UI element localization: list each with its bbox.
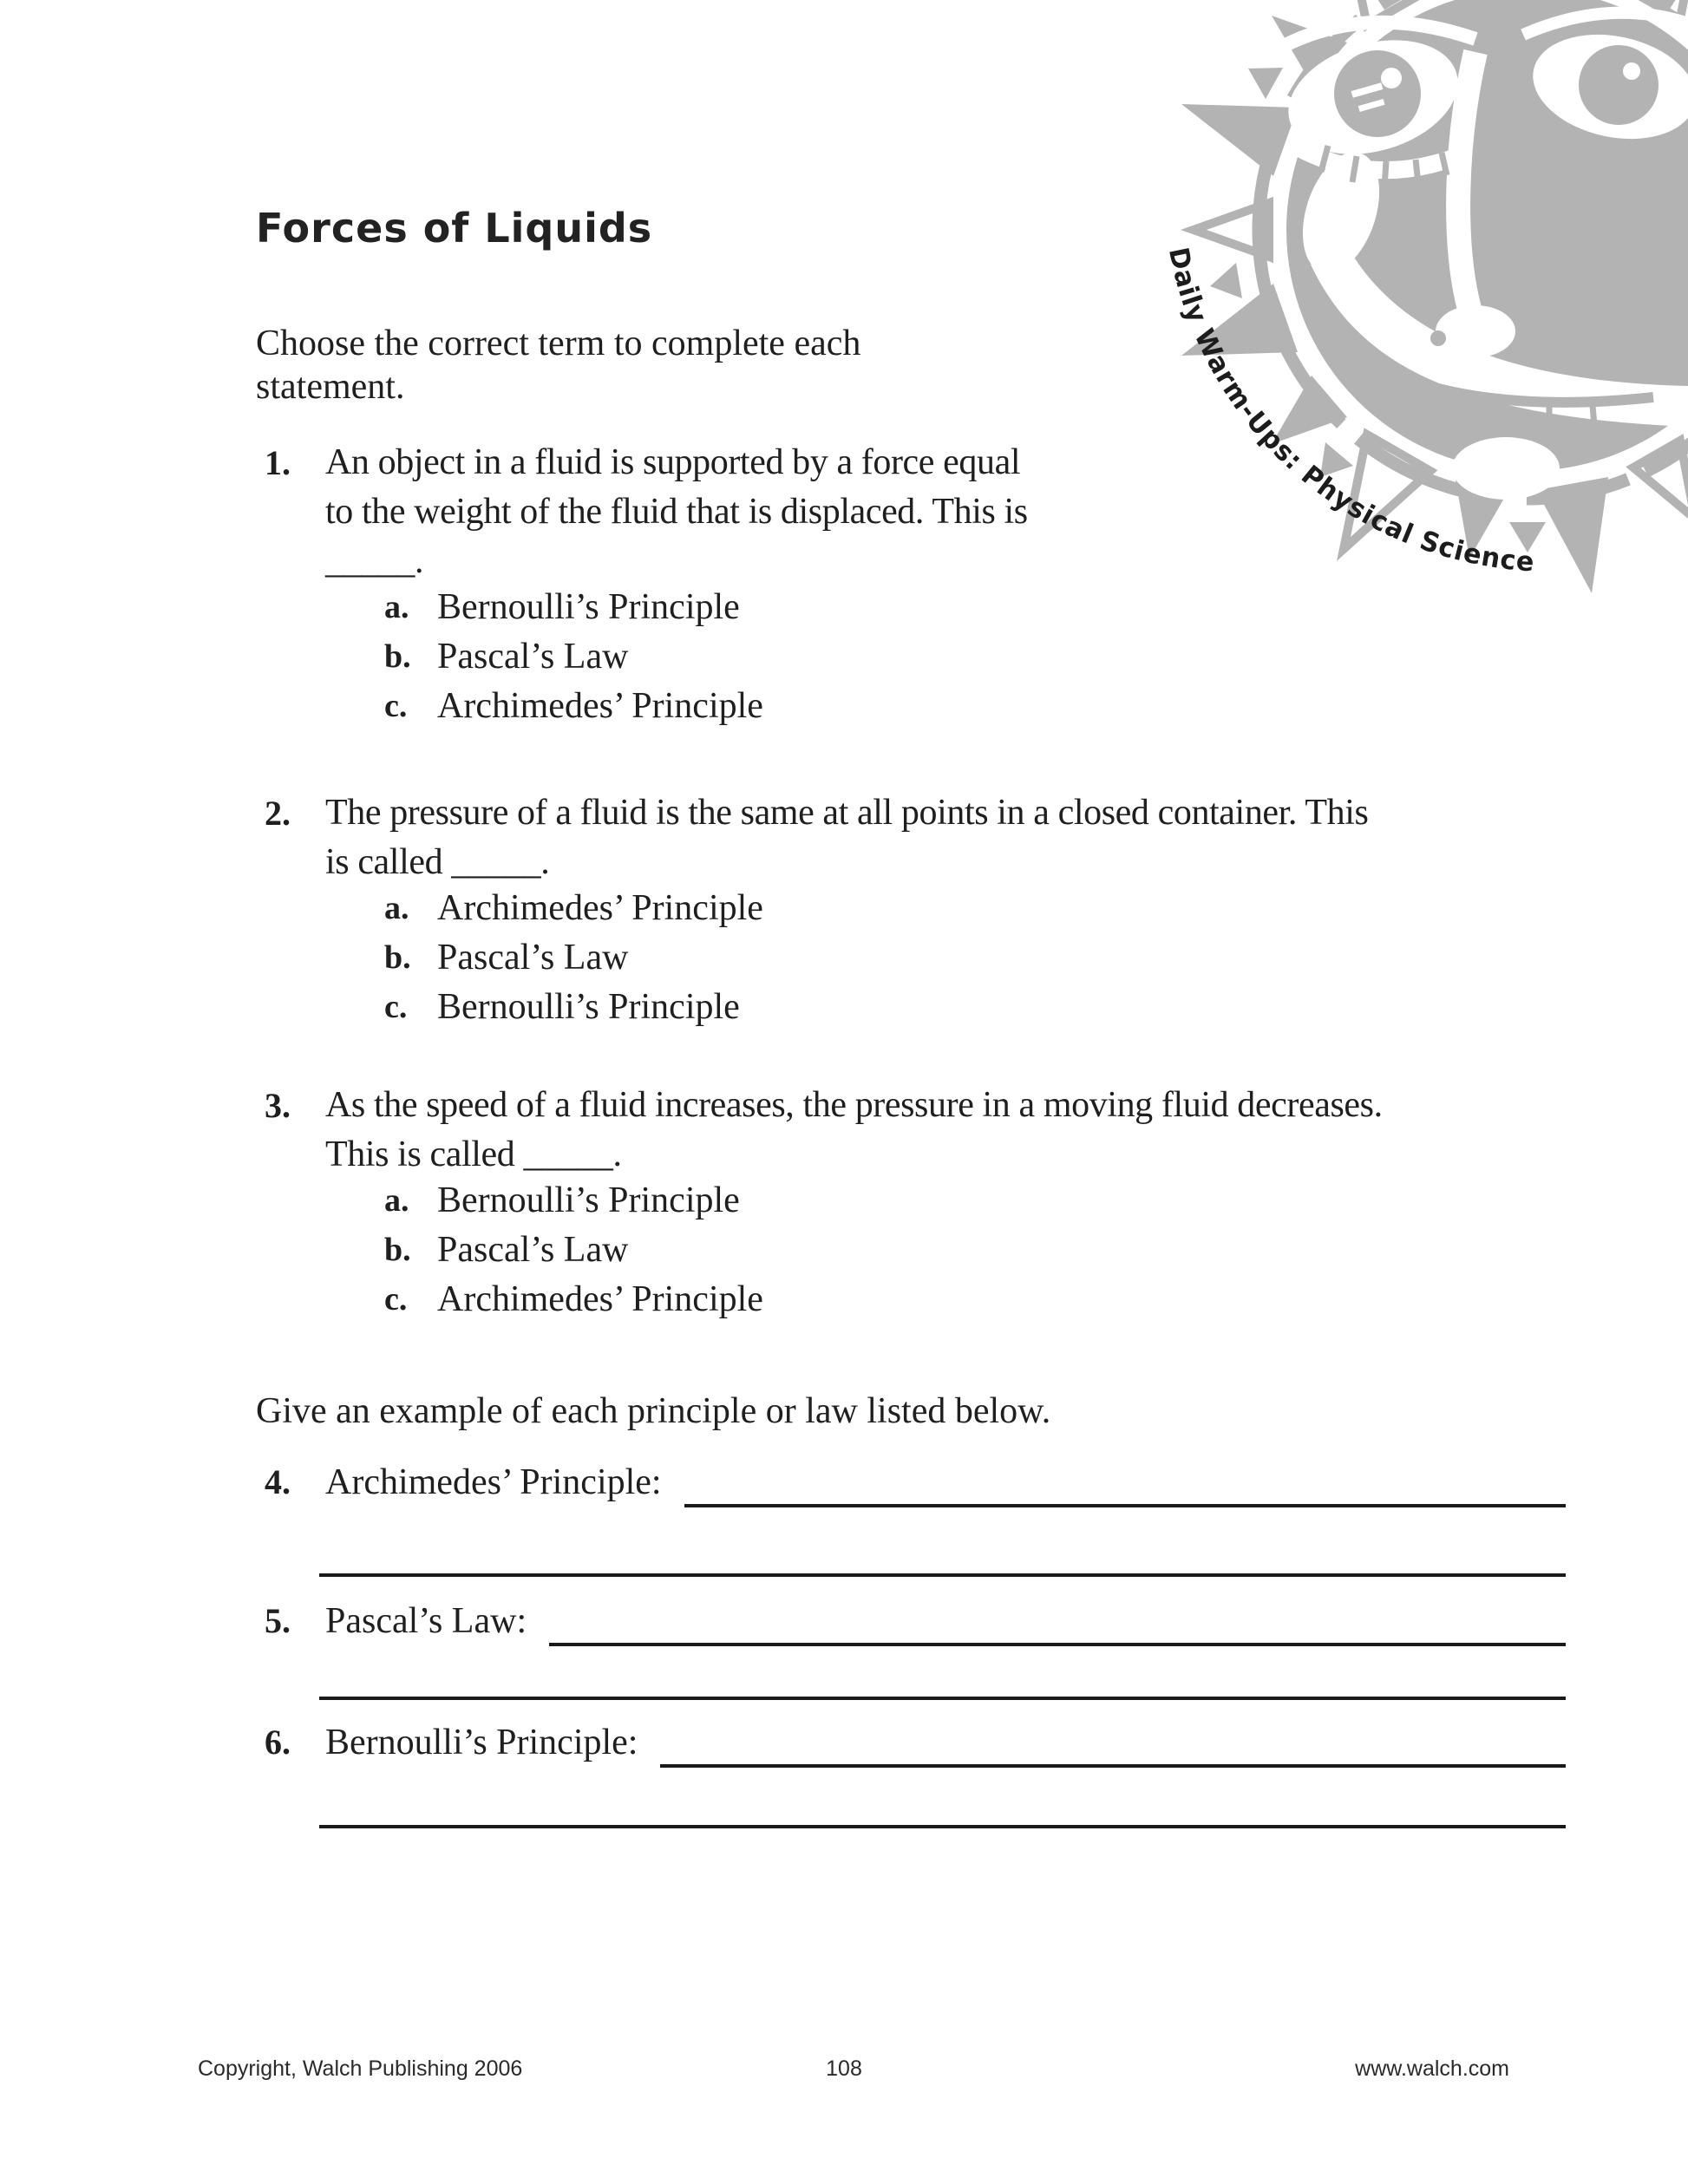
fill-in-5 xyxy=(256,1596,1566,1646)
answer-line xyxy=(549,1643,1566,1646)
option-text: Archimedes’ Principle xyxy=(437,686,763,726)
question-text-line: The pressure of a fluid is the same at all points in a closed container. This xyxy=(325,793,1369,833)
question-number: 6. xyxy=(265,1723,291,1762)
option-text: Bernoulli’s Principle xyxy=(437,587,740,627)
publisher-website: www.walch.com xyxy=(1355,2056,1509,2081)
instructions xyxy=(256,322,1566,409)
option-letter: b. xyxy=(384,638,411,675)
option-letter: c. xyxy=(384,688,408,724)
option-text: Pascal’s Law xyxy=(437,637,629,677)
question-text-line: to the weight of the fluid that is displaced. This is xyxy=(325,492,1028,532)
options-list xyxy=(325,583,1566,731)
page-number: 108 xyxy=(826,2056,862,2081)
answer-line xyxy=(660,1764,1566,1768)
question-number: 5. xyxy=(265,1601,291,1640)
options-list xyxy=(325,884,1566,1032)
option-letter: b. xyxy=(384,939,411,976)
option-b xyxy=(384,632,1566,682)
question-text-line: As the speed of a fluid increases, the pressure in a moving fluid decreases. xyxy=(325,1085,1383,1125)
question-number: 1. xyxy=(265,443,291,482)
question-3 xyxy=(256,1081,1566,1324)
instructions-line: Choose the correct term to complete each xyxy=(256,324,861,363)
answer-line xyxy=(319,1573,1566,1577)
watermark-series-title: Daily Warm-Ups: Physical Science xyxy=(1161,245,1537,579)
answer-line xyxy=(319,1825,1566,1828)
copyright-text: Copyright, Walch Publishing 2006 xyxy=(198,2056,523,2081)
question-number: 2. xyxy=(265,794,291,833)
answer-line xyxy=(684,1504,1566,1507)
option-letter: b. xyxy=(384,1232,411,1268)
question-number: 4. xyxy=(265,1462,291,1501)
page-footer xyxy=(0,2056,1688,2091)
answer-line xyxy=(319,1697,1566,1700)
question-text-line: is called _____. xyxy=(325,842,550,882)
option-b xyxy=(384,1226,1566,1275)
option-text: Bernoulli’s Principle xyxy=(437,987,740,1027)
option-a xyxy=(384,583,1566,632)
question-2 xyxy=(256,788,1566,1032)
option-letter: c. xyxy=(384,989,408,1025)
option-text: Archimedes’ Principle xyxy=(437,1279,763,1319)
option-a xyxy=(384,1176,1566,1226)
fill-in-4 xyxy=(256,1457,1566,1507)
answer-blank: _____. xyxy=(325,541,424,581)
fill-in-label: Archimedes’ Principle: xyxy=(325,1462,662,1502)
fill-in-label: Bernoulli’s Principle: xyxy=(325,1723,638,1762)
option-a xyxy=(384,884,1566,933)
options-list xyxy=(325,1176,1566,1324)
fill-in-6 xyxy=(256,1717,1566,1768)
question-text-line: This is called _____. xyxy=(325,1135,622,1174)
option-text: Pascal’s Law xyxy=(437,938,629,978)
option-text: Bernoulli’s Principle xyxy=(437,1180,740,1220)
option-letter: a. xyxy=(384,1182,409,1219)
question-text-line: An object in a fluid is supported by a force equal xyxy=(325,442,1021,482)
option-b xyxy=(384,933,1566,983)
option-c xyxy=(384,983,1566,1032)
section-heading: Give an example of each principle or law listed below. xyxy=(256,1391,1051,1431)
option-letter: a. xyxy=(384,890,409,926)
page-title: Forces of Liquids xyxy=(256,205,653,252)
fill-in-label: Pascal’s Law: xyxy=(325,1601,527,1641)
option-text: Archimedes’ Principle xyxy=(437,888,763,928)
question-number: 3. xyxy=(265,1086,291,1125)
option-c xyxy=(384,682,1566,731)
option-text: Pascal’s Law xyxy=(437,1230,629,1270)
option-letter: c. xyxy=(384,1281,408,1318)
question-1 xyxy=(256,438,1566,731)
option-c xyxy=(384,1275,1566,1324)
instructions-line: statement. xyxy=(256,367,405,407)
option-letter: a. xyxy=(384,589,409,625)
